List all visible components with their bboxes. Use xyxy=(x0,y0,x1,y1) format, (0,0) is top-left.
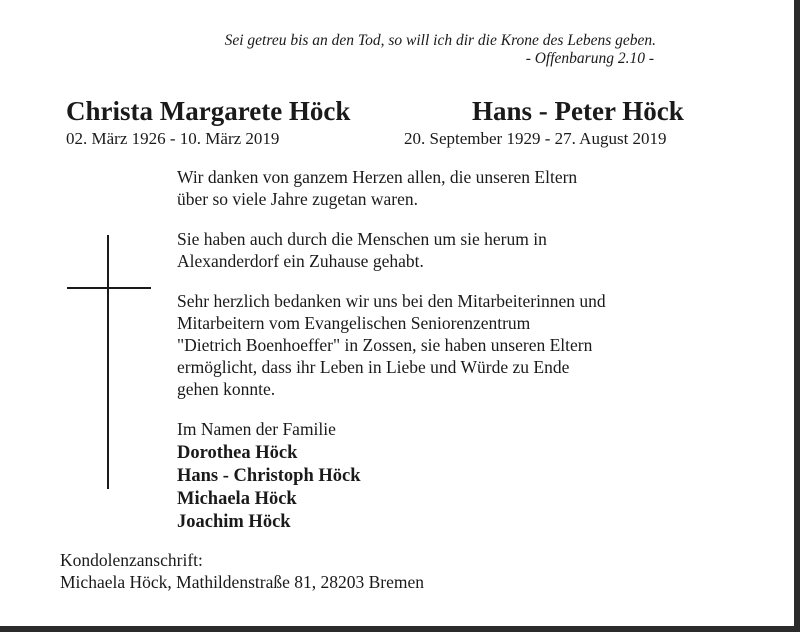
family-member: Michaela Höck xyxy=(177,489,297,509)
text-line: gehen konnte. xyxy=(177,379,276,399)
deceased-dates-hans-peter: 20. September 1929 - 27. August 2019 xyxy=(404,129,667,148)
condolence-label: Kondolenzanschrift: xyxy=(60,550,203,570)
text-line: ermöglicht, dass ihr Leben in Liebe und Würde zu Ende xyxy=(177,357,570,377)
thanks-text xyxy=(177,166,717,534)
thanks-paragraph-1 xyxy=(177,166,717,210)
family-intro: Im Namen der Familie xyxy=(177,419,336,439)
deceased-dates-christa: 02. März 1926 - 10. März 2019 xyxy=(66,129,280,148)
family-member: Dorothea Höck xyxy=(177,443,298,463)
family-member: Joachim Höck xyxy=(177,512,291,532)
cross-vertical-bar xyxy=(107,235,109,489)
deceased-name-christa: Christa Margarete Höck xyxy=(66,96,351,126)
text-line: über so viele Jahre zugetan waren. xyxy=(177,189,419,209)
condolence-address-line: Michaela Höck, Mathildenstraße 81, 28203 Bremen xyxy=(60,572,424,592)
text-line: Mitarbeitern vom Evangelischen Seniorenzentrum xyxy=(177,313,531,333)
condolence-address xyxy=(60,549,424,593)
quote-text: Sei getreu bis an den Tod, so will ich dir die Krone des Lebens geben. xyxy=(224,32,656,49)
quote-source: - Offenbarung 2.10 - xyxy=(525,50,654,67)
bible-quote xyxy=(100,32,656,68)
thanks-paragraph-3 xyxy=(177,290,717,400)
text-line: Sehr herzlich bedanken wir uns bei den Mitarbeiterinnen und xyxy=(177,291,606,311)
deceased-name-hans-peter: Hans - Peter Höck xyxy=(472,96,684,126)
family-members xyxy=(177,442,717,534)
thanks-paragraph-2 xyxy=(177,228,717,272)
cross-horizontal-bar xyxy=(67,287,151,289)
text-line: Wir danken von ganzem Herzen allen, die unseren Eltern xyxy=(177,167,578,187)
text-line: Alexanderdorf ein Zuhause gehabt. xyxy=(177,251,424,271)
text-line: Sie haben auch durch die Menschen um sie herum in xyxy=(177,229,547,249)
family-member: Hans - Christoph Höck xyxy=(177,466,361,486)
text-line: "Dietrich Boenhoeffer" in Zossen, sie haben unseren Eltern xyxy=(177,335,593,355)
